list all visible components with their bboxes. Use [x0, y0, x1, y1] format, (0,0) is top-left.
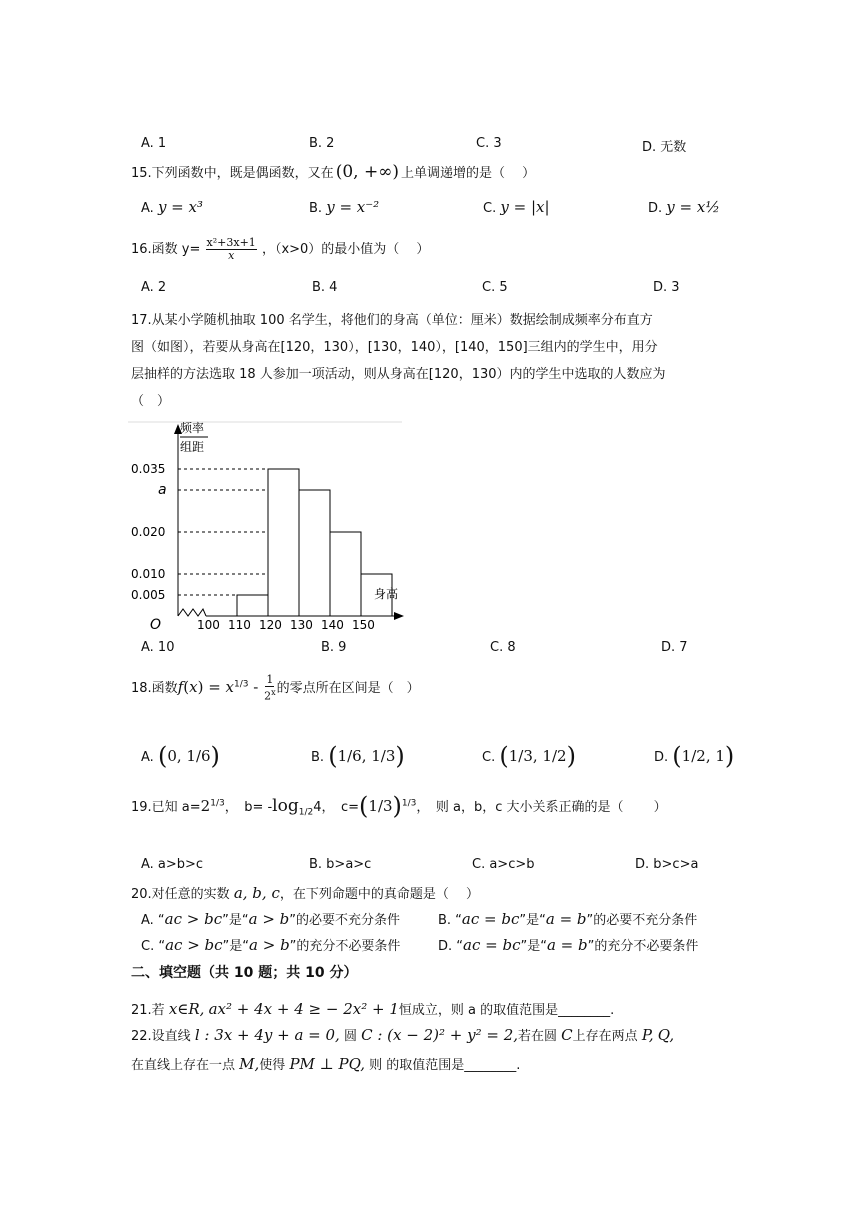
q20-option-c-q: a > b — [249, 936, 290, 954]
q16-stem-pre: 16.函数 y= — [131, 242, 201, 257]
q17-line-2: 图（如图），若要从身高在[120，130），[130，140），[140，150]三组内的学生中，用分 — [131, 340, 658, 355]
q18-option-c-right: 1/2 — [542, 747, 567, 765]
q20-option-d-q: a = b — [546, 936, 588, 954]
q18-option-b-label: B. — [311, 750, 325, 765]
q20-option-d-mid: ”是“ — [520, 939, 547, 954]
q15-option-c — [483, 198, 550, 216]
q14-option-b: B. 2 — [309, 136, 335, 151]
x-tick-label-140: 140 — [321, 618, 344, 632]
q15-option-d-math: y = x½ — [666, 198, 720, 216]
histogram-bar-140-150 — [330, 532, 361, 616]
q20-stem-math: a, b, c — [233, 884, 280, 902]
q16-option-d: D. 3 — [653, 280, 680, 295]
q18-stem-pre: 18.函数 — [131, 680, 178, 696]
q22-stem-pre: 22.设直线 — [131, 1029, 191, 1044]
q18-frac-den: 2$^x$ — [264, 688, 276, 703]
q18-function: f — [177, 677, 184, 696]
axis-break-zigzag — [178, 609, 206, 616]
q18-power: x — [225, 677, 235, 696]
q20-option-c-mid: ”是“ — [222, 939, 250, 954]
q20-option-c-label: C. “ — [141, 939, 166, 954]
q19-stem-pre: 19.已知 a= — [131, 800, 201, 815]
q17-option-b: B. 9 — [321, 640, 347, 655]
q20-option-d — [438, 935, 698, 954]
q17-stem — [131, 307, 666, 415]
q20-option-c-end: ”的充分不必要条件 — [289, 939, 401, 954]
q20-option-b-mid: ”是“ — [519, 913, 546, 928]
q15-option-b-math: y = x⁻² — [326, 198, 380, 216]
q20-option-b-label: B. “ — [438, 913, 462, 928]
q20-option-d-end: ”的充分不必要条件 — [587, 939, 699, 954]
q19-c-base: 1/3 — [368, 797, 393, 815]
q18-option-a-right: 1/6 — [186, 747, 211, 765]
q17-option-c: C. 8 — [490, 640, 516, 655]
x-tick-label-100: 100 — [197, 618, 220, 632]
q19-option-a: A. a>b>c — [141, 857, 204, 872]
q18-option-a-left: 0 — [167, 747, 177, 765]
q22-circle-name: C — [561, 1026, 573, 1044]
q16-option-b: B. 4 — [312, 280, 338, 295]
x-tick-label-150: 150 — [352, 618, 375, 632]
q22-point-p: P, — [641, 1026, 654, 1044]
q22-line2-post: 则 的取值范围是________. — [369, 1058, 521, 1073]
y-tick-label-1: 0.010 — [131, 567, 166, 581]
q18-option-b: B. (1/6, 1/3) — [311, 742, 405, 770]
q18-option-c-label: C. — [482, 750, 496, 765]
q17-line-4: （ ） — [131, 394, 171, 409]
q19-log-base: 1/2 — [298, 807, 314, 818]
q21-math-1: x∈R, — [168, 1000, 205, 1018]
q19-stem-post: ， 则 a，b，c 大小关系正确的是（ ） — [416, 800, 667, 815]
q22-point-q: Q, — [657, 1026, 675, 1044]
q20-option-b-end: ”的必要不充分条件 — [586, 913, 698, 928]
y-tick-label-4: 0.035 — [131, 462, 166, 476]
q18-option-a: A. (0, 1/6) — [141, 742, 220, 770]
q18-fraction — [264, 674, 276, 703]
q19-c-label: 4， c= — [313, 800, 360, 815]
q22-mid: 若在圆 — [518, 1029, 558, 1044]
q14-option-d: D. 无数 — [642, 140, 687, 155]
q18-stem-post: 的零点所在区间是（ ） — [276, 680, 420, 696]
q18-frac-num: 1 — [266, 673, 274, 686]
q20-stem-pre: 20.对任意的实数 — [131, 887, 230, 902]
q17-line-1: 17.从某小学随机抽取 100 名学生，将他们的身高（单位：厘米）数据绘制成频率分布直方 — [131, 313, 653, 328]
q18-option-c-left: 1/3 — [508, 747, 533, 765]
q18-option-d: D. (1/2, 1) — [654, 742, 735, 770]
q19-c-exponent: 1/3 — [401, 798, 417, 809]
histogram-bar-120-130 — [268, 469, 299, 616]
q14-option-c: C. 3 — [476, 136, 502, 151]
y-tick-label-2: 0.020 — [131, 525, 166, 539]
q15-option-b-label: B. — [309, 201, 323, 216]
q15-option-c-math: y = |x| — [500, 198, 550, 216]
q22-point-m: M, — [239, 1055, 260, 1073]
q19-a-base: 2 — [200, 797, 211, 815]
q22-line-1 — [131, 1025, 674, 1044]
q20-option-b-q: a = b — [545, 910, 587, 928]
q17-option-a: A. 10 — [141, 640, 175, 655]
q18-exponent: 1/3 — [234, 679, 249, 690]
y-label-top: 频率 — [180, 421, 205, 435]
q22-mid2: 上存在两点 — [572, 1029, 638, 1044]
q16-option-c: C. 5 — [482, 280, 508, 295]
q16-denominator: x — [228, 249, 235, 262]
q14-option-a: A. 1 — [141, 136, 167, 151]
q21-stem-pre: 21.若 — [131, 1003, 165, 1018]
q15-option-b — [309, 198, 379, 216]
q20-option-a-q: a > b — [248, 910, 290, 928]
q15-option-a — [141, 198, 203, 216]
x-tick-label-120: 120 — [259, 618, 282, 632]
q16-fraction — [206, 237, 257, 262]
q18-option-d-right: 1 — [715, 747, 725, 765]
y-tick-label-3: a — [158, 482, 167, 498]
q16-option-a: A. 2 — [141, 280, 167, 295]
q15-stem-pre: 15.下列函数中，既是偶函数，又在 — [131, 166, 334, 181]
q18-minus: - — [248, 677, 264, 696]
x-tick-label-130: 130 — [290, 618, 313, 632]
q19-option-c: C. a>c>b — [472, 857, 535, 872]
q20-stem — [131, 883, 479, 902]
q22-line-equation: l : 3x + 4y + a = 0, — [194, 1026, 340, 1044]
q15-option-a-label: A. — [141, 201, 154, 216]
q15-option-d-label: D. — [648, 201, 663, 216]
q18-option-b-right: 1/3 — [371, 747, 396, 765]
q20-option-c — [141, 935, 400, 954]
histogram-bar-130-140 — [299, 490, 330, 616]
q22-perpendicular: PM ⊥ PQ, — [289, 1055, 365, 1073]
x-label: 身高 — [374, 587, 399, 601]
q20-option-b — [438, 909, 697, 928]
q20-option-a-mid: ”是“ — [222, 913, 249, 928]
q15-option-a-math: y = x³ — [157, 198, 203, 216]
q15-option-c-label: C. — [483, 201, 497, 216]
q18-option-c: C. (1/3, 1/2) — [482, 742, 576, 770]
q17-line-3: 层抽样的方法选取 18 人参加一项活动，则从身高在[120，130）内的学生中选取的人数应为 — [131, 367, 666, 382]
q19-stem: 19.已知 $a=2^{1/3}$， $b= -\log_{1/2}4$， $c=(1/3)^{1/3}$， 则 a，b，c 大小关系正确的是（ ） — [131, 792, 667, 820]
q18-paren-x: ( — [183, 677, 190, 696]
section-heading: 二、填空题（共 10 题；共 10 分） — [131, 965, 358, 981]
x-tick-label-110: 110 — [228, 618, 251, 632]
x-axis-arrow — [394, 612, 404, 620]
q20-stem-post: ，在下列命题中的真命题是（ ） — [279, 887, 479, 902]
histogram-chart — [128, 418, 408, 636]
q19-log: log — [272, 796, 299, 816]
q15-option-d — [648, 198, 720, 216]
q21-stem — [131, 999, 614, 1018]
q16-stem-post: ，（x>0）的最小值为（ ） — [261, 242, 430, 257]
histogram-bar-110-120 — [237, 595, 268, 616]
q21-stem-post: 恒成立，则 a 的取值范围是________. — [398, 1003, 615, 1018]
q18-option-b-left: 1/6 — [337, 747, 362, 765]
q20-option-d-label: D. “ — [438, 939, 464, 954]
q19-option-d: D. b>c>a — [635, 857, 699, 872]
q18-stem — [131, 674, 420, 703]
origin-label: O — [150, 617, 162, 633]
q15-stem — [131, 162, 535, 182]
q15-stem-post: 上单调递增的是（ ） — [400, 166, 536, 181]
q20-option-a-end: ”的必要不充分条件 — [289, 913, 401, 928]
q22-line2-mid: 使得 — [259, 1058, 286, 1073]
q16-numerator: x²+3x+1 — [206, 236, 256, 249]
q18-option-d-left: 1/2 — [681, 747, 706, 765]
y-tick-label-0: 0.005 — [131, 588, 166, 602]
q20-option-a-label: A. “ — [141, 913, 165, 928]
q19-b-label: ， b= - — [224, 800, 273, 815]
q21-math-2: ax² + 4x + 4 ≥ − 2x² + 1 — [208, 1000, 399, 1018]
q22-line2-pre: 在直线上存在一点 — [131, 1058, 236, 1073]
q20-option-a-p: ac > bc — [164, 910, 223, 928]
q18-option-a-label: A. — [141, 750, 154, 765]
q18-option-d-label: D. — [654, 750, 669, 765]
q18-paren-close: ) = — [197, 677, 226, 696]
q20-option-b-p: ac = bc — [461, 910, 520, 928]
q17-option-d: D. 7 — [661, 640, 688, 655]
q20-option-d-p: ac = bc — [463, 936, 521, 954]
q19-a-exponent: 1/3 — [210, 798, 225, 809]
q20-option-c-p: ac > bc — [165, 936, 223, 954]
q20-option-a — [141, 909, 400, 928]
q19-option-b: B. b>a>c — [309, 857, 372, 872]
q22-circle-equation: C : (x − 2)² + y² = 2, — [361, 1026, 519, 1044]
q18-x: x — [189, 677, 198, 696]
q22-circle-pre: 圆 — [343, 1029, 357, 1044]
q15-interval: (0, +∞) — [335, 162, 399, 182]
y-label-bottom: 组距 — [180, 440, 205, 454]
q16-stem — [131, 237, 429, 262]
q22-line-2 — [131, 1054, 520, 1073]
